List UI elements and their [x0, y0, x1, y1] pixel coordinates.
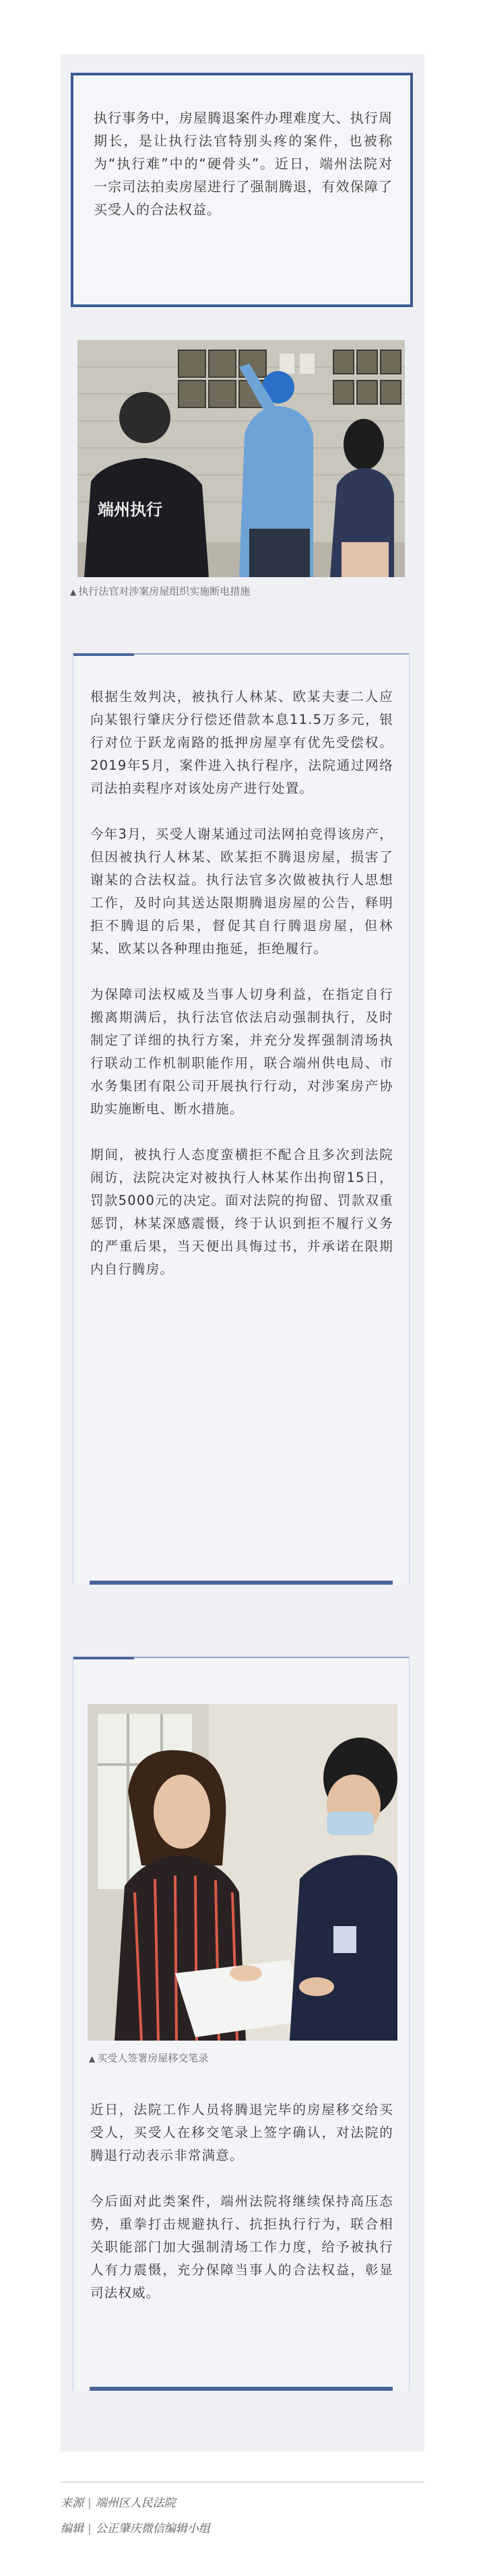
- footer-source-value: 端州区人民法院: [95, 2497, 176, 2510]
- photo-power-cut-image: [77, 340, 405, 577]
- photo-signing-image: [88, 1704, 397, 2041]
- intro-text: 执行事务中，房屋腾退案件办理难度大、执行周期长，是让执行法官特别头疼的案件，也被称为“执行难”中的“硬骨头”。近日，端州法院对一宗司法拍卖房屋进行了强制腾退，有效保障了买受人的合法权益。: [94, 110, 393, 218]
- footer-editor: 编辑 | 公正肇庆微信编辑小组: [61, 2522, 210, 2536]
- box1-bottom-rule: [90, 1581, 393, 1585]
- photo1-caption-text: 执行法官对涉案房屋组织实施断电措施: [78, 585, 251, 597]
- section1-paragraph-4: 期间，被执行人态度蛮横拒不配合且多次到法院闹访，法院决定对被执行人林某作出拘留15日，罚款5000元的决定。面对法院的拘留、罚款双重惩罚，林某深感震慑，终于认识到拒不履行义务的严重后果，当天便出具悔过书，并承诺在限期内自行腾房。: [90, 1147, 393, 1277]
- box1-top-accent: [73, 653, 134, 656]
- footer-editor-value: 公正肇庆微信编辑小组: [95, 2522, 210, 2536]
- section1-text: [90, 686, 393, 1281]
- photo2-caption-text: 买受人签署房屋移交笔录: [97, 2052, 209, 2064]
- section1-paragraph-3: 为保障司法权威及当事人切身利益，在指定自行搬离期满后，执行法官依法启动强制执行，及时制定了详细的执行方案，并充分发挥强制清场执行联动工作机制职能作用，联合端州供电局、市水务集团有限公司开展执行行动，对涉案房产协助实施断电、断水措施。: [90, 987, 393, 1117]
- footer-source: 来源 | 端州区人民法院: [61, 2497, 176, 2510]
- photo-signing: [88, 1704, 397, 2041]
- photo-power-cut: [77, 340, 405, 577]
- caption-triangle-icon: ▲: [89, 2054, 96, 2063]
- caption-triangle-icon: ▲: [70, 587, 77, 597]
- vest-text: 端州执行: [98, 500, 162, 519]
- box2-bottom-rule: [90, 2387, 393, 2391]
- box2-top-accent: [73, 1657, 134, 1659]
- section2-paragraph-2: 今后面对此类案件，端州法院将继续保持高压态势，重拳打击规避执行、抗拒执行行为，联合相关职能部门加大强制清场工作力度，给予被执行人有力震慑，充分保障当事人的合法权益，彰显司法权威。: [90, 2193, 393, 2301]
- section2-paragraph-1: 近日，法院工作人员将腾退完毕的房屋移交给买受人，买受人在移交笔录上签字确认，对法院的腾退行动表示非常满意。: [90, 2102, 393, 2163]
- section1-paragraph-2: 今年3月，买受人谢某通过司法网拍竞得该房产，但因被执行人林某、欧某拒不腾退房屋，损害了谢某的合法权益。执行法官多次做被执行人思想工作，及时向其送达限期腾退房屋的公告，释明拒不腾退的后果，督促其自行腾退房屋，但林某、欧某以各种理由拖延，拒绝履行。: [90, 826, 393, 956]
- photo2-caption: [89, 2051, 208, 2065]
- intro-box: [71, 73, 413, 307]
- footer-editor-label: 编辑: [61, 2522, 84, 2536]
- section2-text: [90, 2099, 393, 2305]
- photo1-caption: [70, 584, 250, 598]
- section1-paragraph-1: 根据生效判决，被执行人林某、欧某夫妻二人应向某银行肇庆分行偿还借款本息11.5万多元，银行对位于跃龙南路的抵押房屋享有优先受偿权。2019年5月，案件进入执行程序，法院通过网络司法拍卖程序对该处房产进行处置。: [90, 689, 393, 796]
- footer-source-label: 来源: [61, 2497, 84, 2510]
